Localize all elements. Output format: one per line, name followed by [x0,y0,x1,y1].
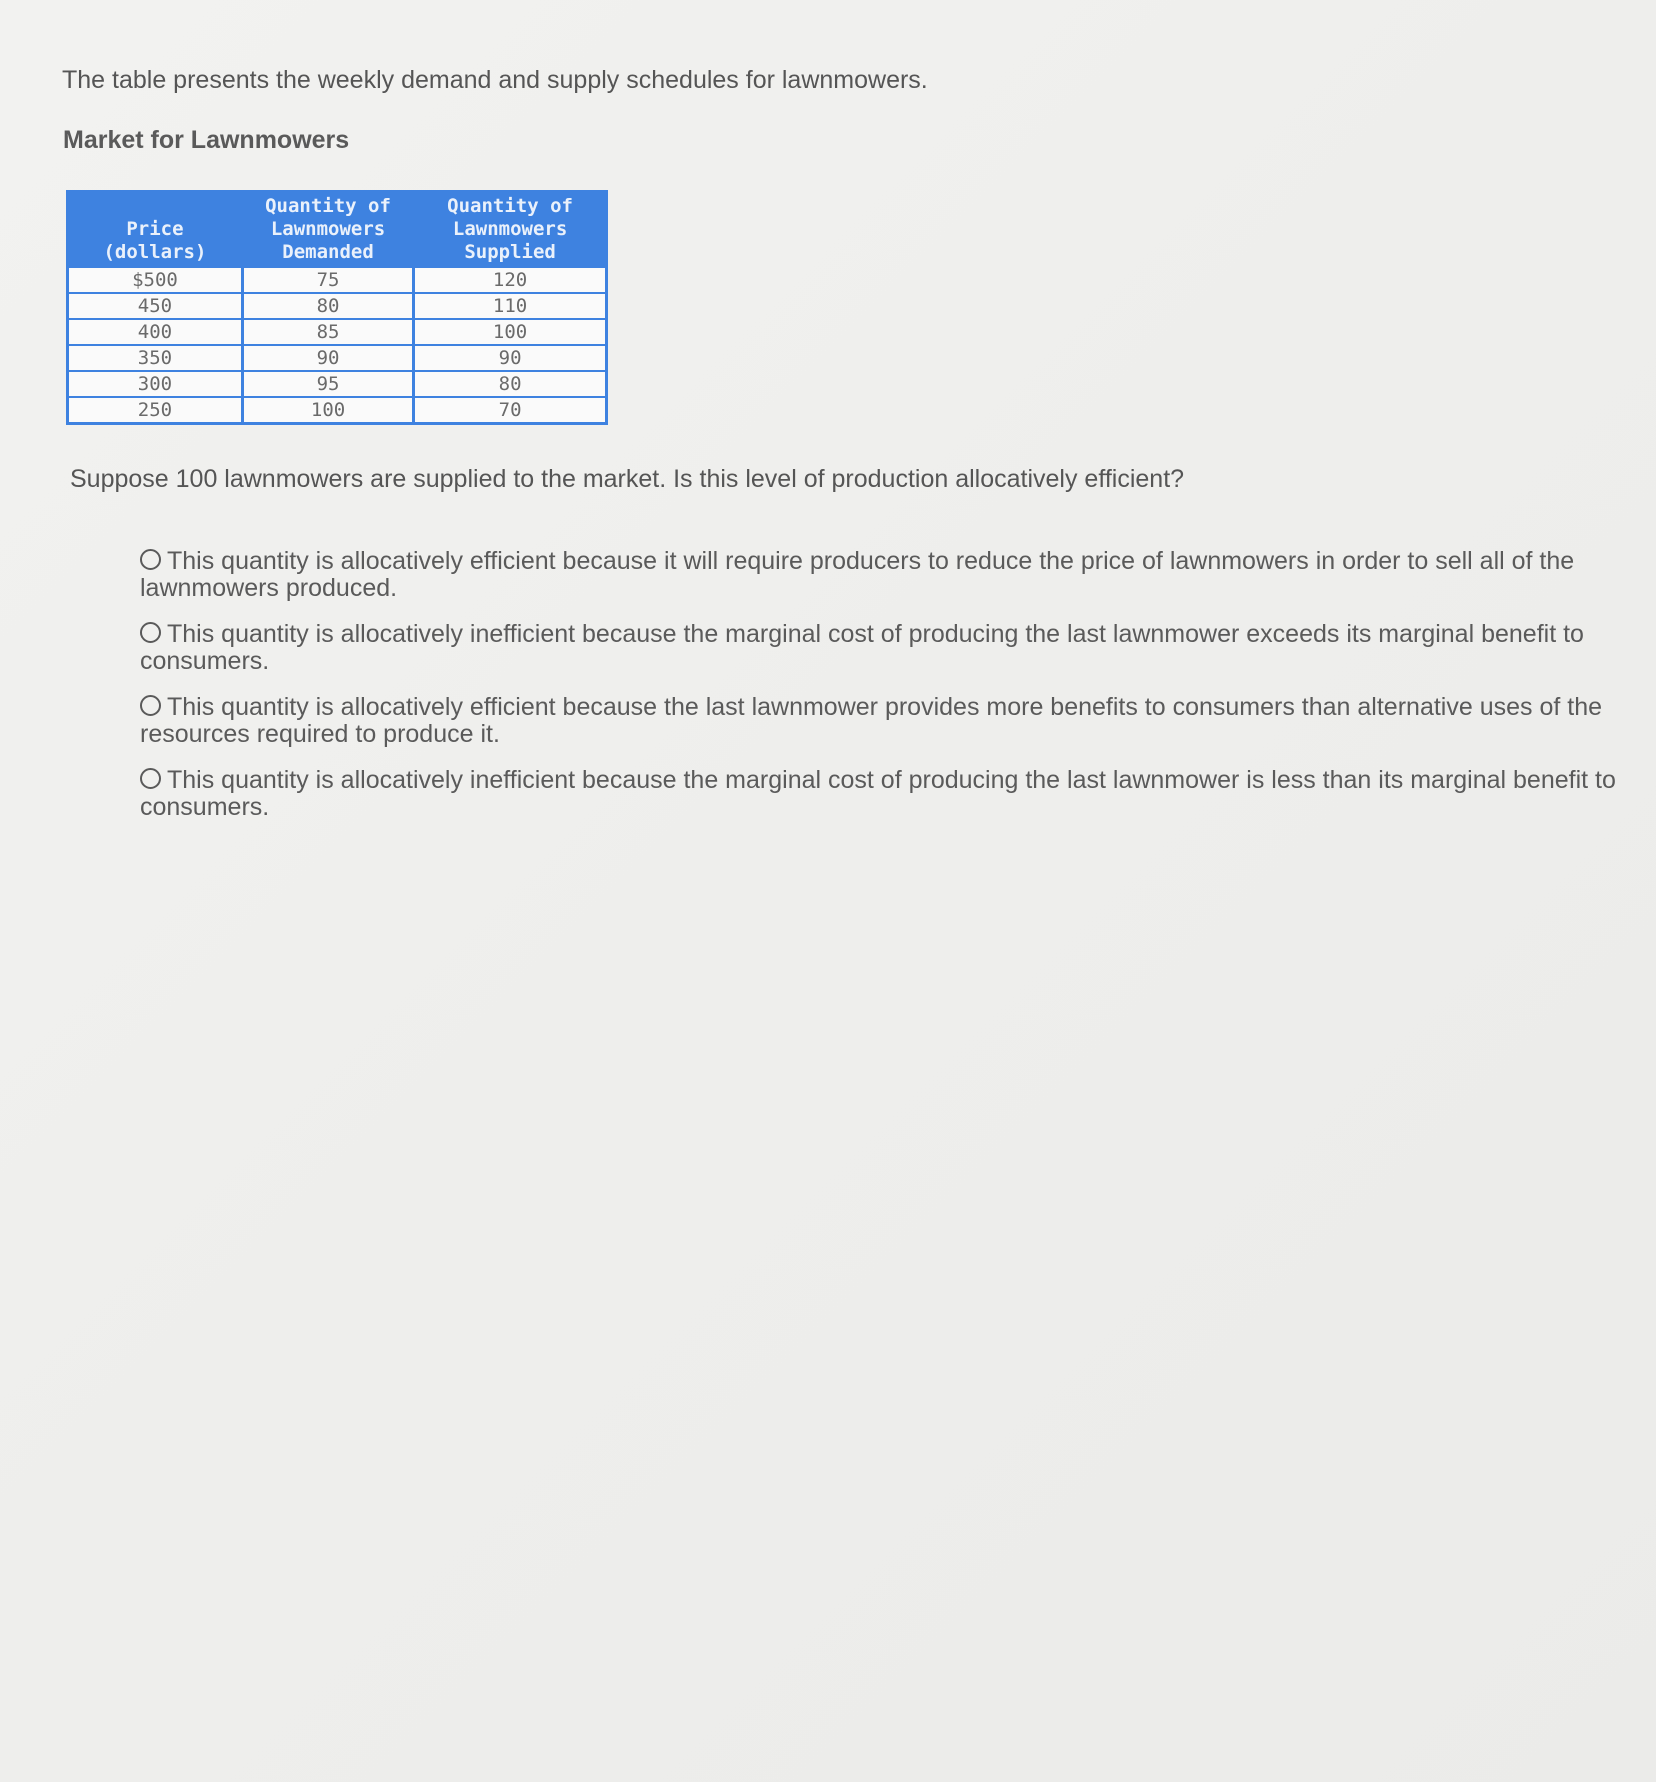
answer-option-label: This quantity is allocatively efficient because the last lawnmower provides more benefits to consumers than alternative uses of the resources required to produce it. [140,693,1602,748]
answer-option-4[interactable] [140,767,1640,821]
intro-text: The table presents the weekly demand and supply schedules for lawnmowers. [62,66,928,94]
header-line: Price [126,218,184,240]
table-header-row [68,192,607,268]
header-line: Quantity of [265,195,391,217]
header-line: Supplied [464,241,556,263]
header-line: Lawnmowers [452,218,568,240]
table-row [68,397,607,424]
answer-option-label: This quantity is allocatively inefficient because the marginal cost of producing the last lawnmower exceeds its marginal benefit to consumers. [140,620,1584,675]
demanded-cell: 85 [242,319,413,345]
table-row [68,319,607,345]
answer-option-1[interactable] [140,548,1640,602]
radio-button-icon[interactable] [140,695,161,716]
demanded-cell: 95 [242,371,413,397]
demanded-cell: 80 [242,293,413,319]
price-cell: 400 [68,319,243,345]
supplied-cell: 120 [414,267,607,293]
radio-button-icon[interactable] [140,549,161,570]
market-table [66,190,608,425]
table-title: Market for Lawnmowers [63,126,350,154]
table-row [68,293,607,319]
supplied-cell: 110 [414,293,607,319]
question-text: Suppose 100 lawnmowers are supplied to the market. Is this level of production allocatively efficient? [70,465,1185,493]
price-cell: 350 [68,345,243,371]
header-line: Demanded [282,241,374,263]
demanded-cell: 90 [242,345,413,371]
supplied-cell: 80 [414,371,607,397]
price-cell: 300 [68,371,243,397]
header-line: Quantity of [447,195,573,217]
answer-option-2[interactable] [140,621,1640,675]
header-line: (dollars) [103,241,207,263]
supplied-cell: 70 [414,397,607,424]
supplied-cell: 100 [414,319,607,345]
header-quantity-supplied [414,192,607,268]
market-table-container [66,190,608,425]
header-price [68,192,243,268]
answer-choices [140,548,1640,840]
header-line: Lawnmowers [270,218,386,240]
header-quantity-demanded [242,192,413,268]
price-cell: 450 [68,293,243,319]
table-row [68,267,607,293]
radio-button-icon[interactable] [140,622,161,643]
demanded-cell: 100 [242,397,413,424]
table-row [68,345,607,371]
price-cell: 250 [68,397,243,424]
price-cell: $500 [68,267,243,293]
table-row [68,371,607,397]
answer-option-label: This quantity is allocatively inefficient because the marginal cost of producing the last lawnmower is less than its marginal benefit to consumers. [140,766,1616,821]
radio-button-icon[interactable] [140,768,161,789]
demanded-cell: 75 [242,267,413,293]
answer-option-label: This quantity is allocatively efficient because it will require producers to reduce the price of lawnmowers in order to sell all of the lawnmowers produced. [140,547,1575,602]
supplied-cell: 90 [414,345,607,371]
answer-option-3[interactable] [140,694,1640,748]
